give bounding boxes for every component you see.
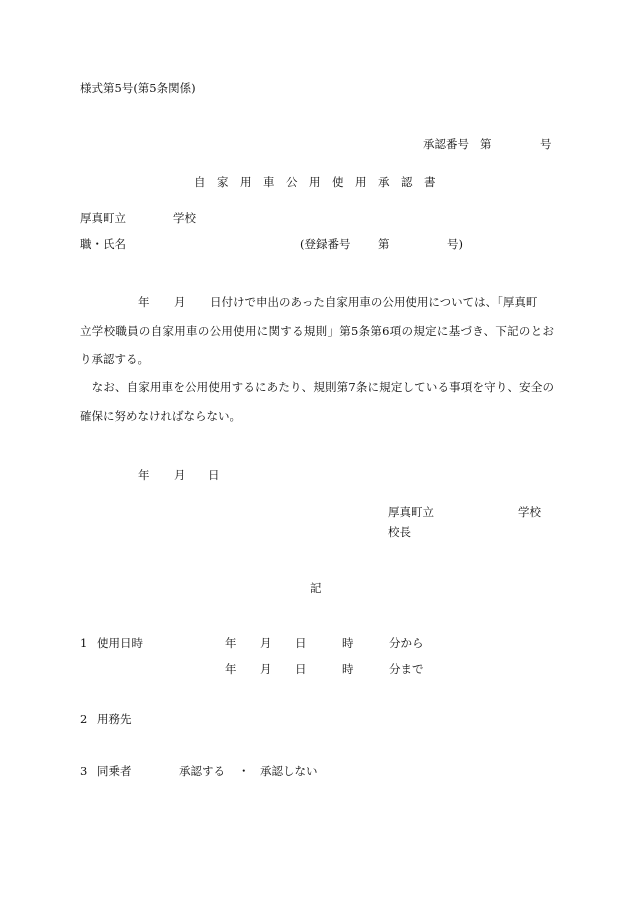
approval-number-prefix: 第 [480,137,492,151]
item3-label: 同乗者 [97,764,132,778]
ki-heading: 記 [310,581,322,595]
item1-to-year: 年 [225,662,237,676]
item1-number: 1 [80,636,88,650]
approval-number-label: 承認番号 [423,137,469,151]
issuer-title: 校長 [388,525,411,539]
form-label: 様式第5号(第5条関係) [80,81,196,95]
item1-from-hour: 時 [342,636,354,650]
item3-separator: ・ [238,764,250,778]
item1-to-hour: 時 [342,662,354,676]
issue-date-month: 月 [174,468,186,482]
item3-number: 3 [80,764,88,778]
item1-to-day: 日 [295,662,307,676]
body-line-4: なお、自家用車を公用使用するにあたり、規則第7条に規定している事項を守り、安全の [80,380,554,394]
item3-option-approve: 承認する [179,764,225,778]
item1-from-minute: 分から [389,636,424,650]
item1-from-month: 月 [260,636,272,650]
item2-number: 2 [80,712,88,726]
item1-to-minute: 分まで [389,662,424,676]
item1-label: 使用日時 [97,636,143,650]
issue-date-day: 日 [208,468,220,482]
registration-prefix: 第 [378,237,390,251]
body-line-2: 立学校職員の自家用車の公用使用に関する規則」第5条第6項の規定に基づき、下記のとお [80,324,554,338]
registration-close: 号) [447,237,463,251]
body-line-1: 日付けで申出のあった自家用車の公用使用については、「厚真町 [210,295,538,309]
item1-from-year: 年 [225,636,237,650]
item1-from-day: 日 [295,636,307,650]
document-title: 自 家 用 車 公 用 使 用 承 認 書 [194,175,436,189]
registration-open: (登録番号 [300,237,351,251]
issuer-school-suffix: 学校 [518,505,541,519]
addressee-school-suffix: 学校 [173,211,196,225]
addressee-school-prefix: 厚真町立 [80,211,126,225]
issuer-school-prefix: 厚真町立 [388,505,434,519]
body-line-3: り承認する。 [80,352,149,366]
body-date-month: 月 [174,295,186,309]
body-line-5: 確保に努めなければならない。 [80,409,241,423]
position-name-label: 職・氏名 [80,237,126,251]
body-date-year: 年 [138,295,150,309]
item3-option-deny: 承認しない [260,764,318,778]
approval-number-suffix: 号 [540,137,552,151]
item2-label: 用務先 [97,712,132,726]
issue-date-year: 年 [138,468,150,482]
item1-to-month: 月 [260,662,272,676]
